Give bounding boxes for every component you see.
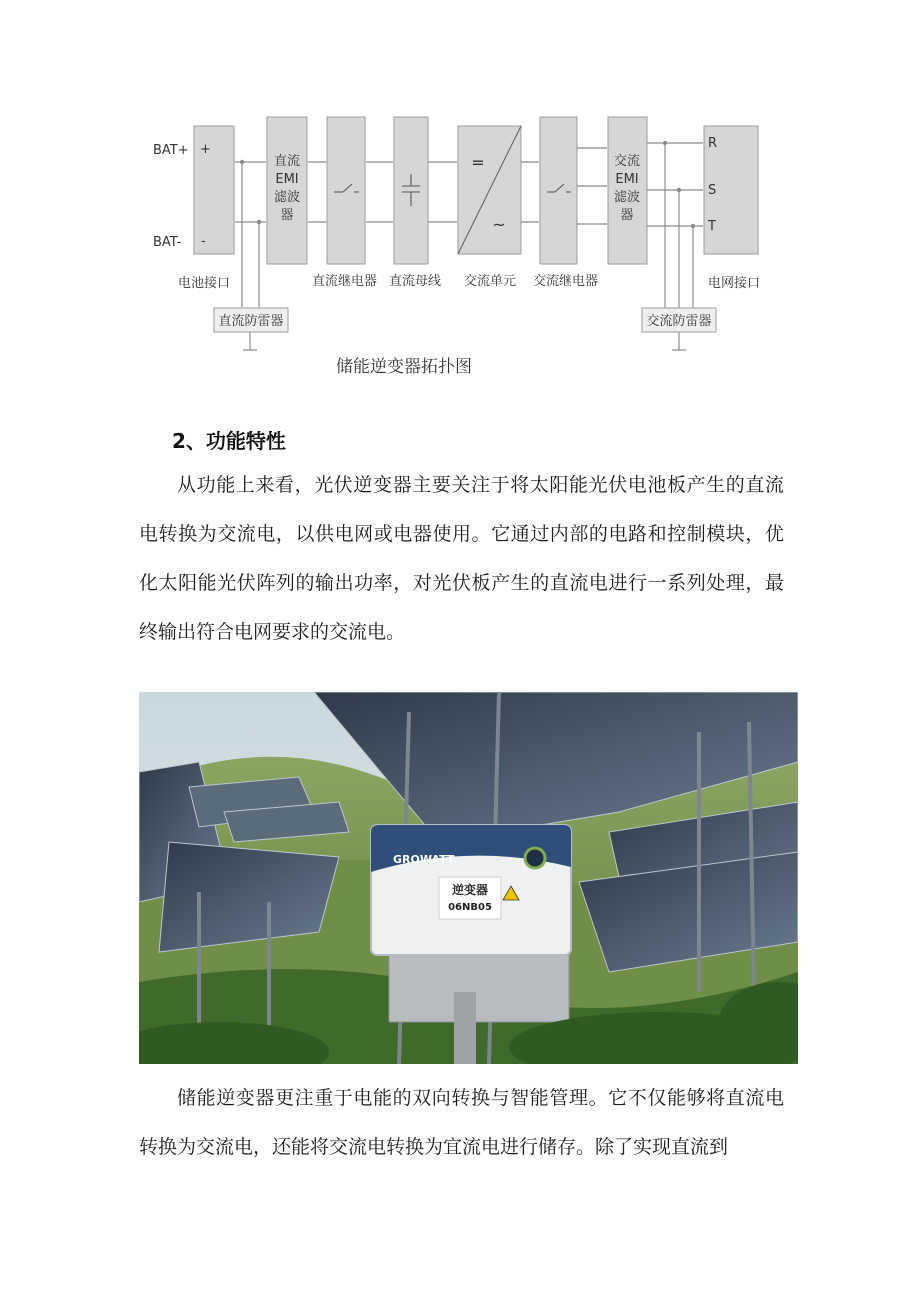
paragraph-storage-inverter: 储能逆变器更注重于电能的双向转换与智能管理。它不仅能够将直流电转换为交流电，还能将交流电转换为宜流电进行储存。除了实现直流到 bbox=[139, 1087, 784, 1158]
dc-symbol: = bbox=[471, 153, 485, 172]
dc-relay-box bbox=[327, 117, 365, 264]
dc-emi-line2: EMI bbox=[275, 172, 299, 187]
ac-spd-label: 交流防雷器 bbox=[646, 314, 712, 329]
ac-relay-label: 交流继电器 bbox=[533, 274, 599, 289]
battery-port-label: 电池接口 bbox=[178, 276, 231, 291]
ac-relay-box bbox=[540, 117, 577, 264]
device-label: 逆变器 bbox=[451, 883, 489, 897]
grid-port-label: 电网接口 bbox=[708, 276, 761, 291]
dc-emi-line4: 器 bbox=[280, 208, 294, 223]
topology-diagram bbox=[145, 110, 785, 360]
paragraph-pv-inverter: 从功能上来看，光伏逆变器主要关注于将太阳能光伏电池板产生的直流电转换为交流电，以供电网或电器使用。它通过内部的电路和控制模块，优化太阳能光伏阵列的输出功率，对光伏板产生的直流电进行一系列处理，最终输出符合电网要求的交流电。 bbox=[139, 474, 784, 643]
dc-spd-label: 直流防雷器 bbox=[218, 314, 284, 329]
dc-emi-line3: 滤波 bbox=[273, 190, 301, 205]
ac-emi-line1: 交流 bbox=[613, 154, 641, 169]
bat-plus-label: BAT+ bbox=[153, 143, 189, 158]
dc-bus-box bbox=[394, 117, 428, 264]
figure-caption: 储能逆变器拓扑图 bbox=[336, 357, 472, 377]
status-light-icon bbox=[525, 848, 545, 868]
bat-minus-sign: - bbox=[201, 234, 206, 249]
topology-svg bbox=[145, 110, 785, 360]
inverter-photo bbox=[139, 692, 798, 1064]
section-heading: 2、功能特性 bbox=[172, 429, 286, 453]
phase-s: S bbox=[708, 183, 717, 198]
ac-emi-line3: 滤波 bbox=[613, 190, 641, 205]
ac-emi-line2: EMI bbox=[615, 172, 639, 187]
phase-r: R bbox=[708, 136, 718, 151]
dc-relay-label: 直流继电器 bbox=[312, 274, 378, 289]
phase-t: T bbox=[708, 219, 716, 234]
dc-emi-line1: 直流 bbox=[273, 154, 301, 169]
bat-minus-label: BAT- bbox=[153, 235, 182, 250]
inverter-photo-svg bbox=[139, 692, 798, 1064]
dc-bus-label: 直流母线 bbox=[389, 274, 442, 289]
brand-logo: GROWATT bbox=[393, 853, 455, 866]
ac-symbol: ~ bbox=[492, 215, 506, 234]
bat-plus-sign: + bbox=[200, 142, 211, 157]
ac-unit-label: 交流单元 bbox=[464, 274, 517, 289]
ac-emi-line4: 器 bbox=[620, 208, 634, 223]
device-code: 06NB05 bbox=[448, 902, 492, 913]
